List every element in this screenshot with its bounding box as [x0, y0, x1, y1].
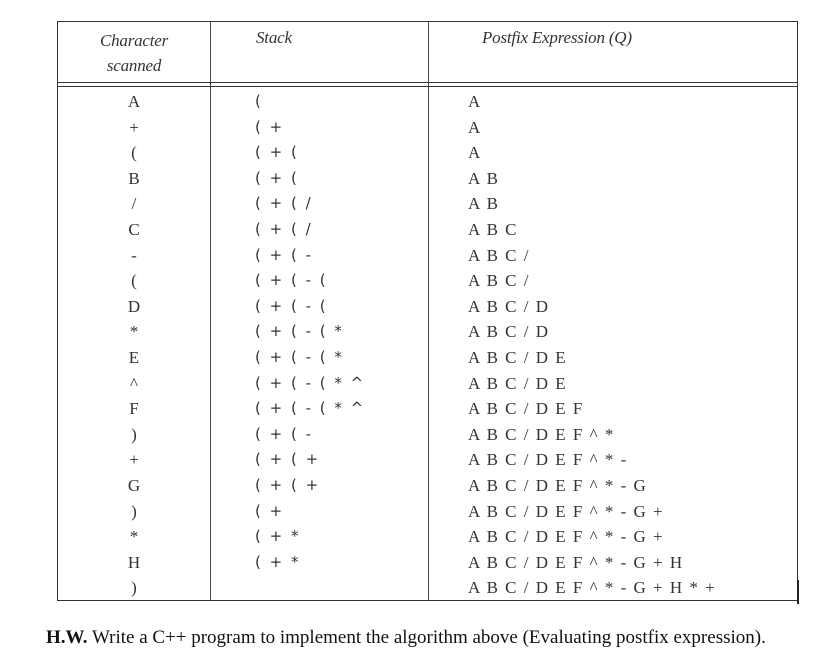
cell-stack: ( + ( -: [255, 245, 313, 264]
table-row: [58, 473, 797, 499]
cell-postfix: A: [468, 143, 482, 163]
cell-character: (: [131, 271, 137, 291]
cell-stack: ( + *: [255, 552, 301, 571]
cell-character: G: [127, 475, 141, 495]
cell-character: ^: [130, 373, 138, 393]
table-row: [58, 447, 797, 473]
cell-character: *: [129, 527, 139, 547]
cell-character: ): [131, 501, 137, 521]
cell-stack: ( + ( +: [255, 475, 321, 494]
cell-character: E: [128, 347, 140, 367]
header-stack: Stack: [256, 28, 292, 47]
cell-postfix: A B C / D E F ^ * - G +: [468, 527, 665, 547]
cell-postfix: A B C /: [468, 245, 530, 265]
table-row: [58, 89, 797, 115]
homework-text: Write a C++ program to implement the algorithm above (Evaluating postfix expression).: [87, 627, 766, 648]
table-row: [58, 115, 797, 141]
table-row: [58, 422, 797, 448]
cell-character: ): [131, 578, 137, 598]
table-row: [58, 319, 797, 345]
cell-postfix: A B C / D E F: [468, 399, 584, 419]
cell-postfix: A B C / D E F ^ * - G: [468, 475, 648, 495]
cell-postfix: A B C / D E: [468, 373, 568, 393]
cell-stack: ( + ( - ( * ^: [255, 373, 366, 392]
table-row: [58, 166, 797, 192]
cell-postfix: A B C / D E F ^ * -: [468, 450, 628, 470]
header-postfix: Postfix Expression (Q): [482, 28, 632, 47]
cell-stack: ( + ( - ( * ^: [255, 399, 366, 418]
table-row: [58, 575, 797, 601]
table-row: [58, 396, 797, 422]
cell-character: -: [131, 245, 137, 265]
table-row: [58, 191, 797, 217]
cell-stack: ( + ( - ( *: [255, 322, 344, 341]
cell-character: H: [127, 552, 141, 572]
cell-postfix: A B C /: [468, 271, 530, 291]
table-row: [58, 371, 797, 397]
cell-stack: ( +: [255, 117, 285, 136]
cell-stack: ( + (: [255, 143, 299, 162]
cell-postfix: A B C / D E F ^ * - G + H: [468, 552, 684, 572]
cell-stack: ( + ( /: [255, 219, 313, 238]
table-row: [58, 550, 797, 576]
table-body: [58, 89, 797, 601]
cell-postfix: A B C / D: [468, 322, 550, 342]
cell-character: +: [129, 450, 139, 470]
cell-stack: ( + ( -: [255, 424, 313, 443]
cell-character: +: [129, 117, 139, 137]
cell-character: (: [131, 143, 137, 163]
cell-character: D: [127, 296, 141, 316]
table-row: [58, 140, 797, 166]
table-row: [58, 524, 797, 550]
cell-stack: ( + ( /: [255, 194, 313, 213]
cell-postfix: A B C / D: [468, 296, 550, 316]
cell-stack: ( + (: [255, 168, 299, 187]
cell-postfix: A B C / D E F ^ * - G + H * +: [468, 578, 717, 598]
edge-mark: [797, 580, 799, 604]
cell-stack: ( + ( - (: [255, 271, 328, 290]
cell-postfix: A B C / D E F ^ *: [468, 424, 615, 444]
cell-postfix: A: [468, 92, 482, 111]
cell-stack: ( + ( - (: [255, 296, 328, 315]
cell-character: /: [131, 194, 137, 214]
cell-postfix: A: [468, 117, 482, 137]
cell-postfix: A B: [468, 194, 500, 214]
conversion-table: [57, 21, 798, 601]
header-char-line1: Character: [99, 31, 169, 50]
cell-postfix: A B C / D E: [468, 347, 568, 367]
header-character-scanned: [58, 28, 210, 78]
header-divider: [58, 86, 797, 87]
cell-character: F: [129, 399, 139, 419]
homework-label: H.W.: [46, 627, 88, 648]
table-row: [58, 243, 797, 269]
cell-stack: ( + *: [255, 527, 301, 546]
cell-stack: ( + ( +: [255, 450, 321, 469]
table-row: [58, 345, 797, 371]
header-char-line2: scanned: [106, 56, 162, 75]
cell-postfix: A B C: [468, 219, 519, 239]
cell-character: C: [128, 219, 140, 239]
table-row: [58, 268, 797, 294]
cell-character: A: [127, 92, 141, 111]
homework-note: [46, 627, 766, 649]
cell-character: *: [129, 322, 139, 342]
table-row: [58, 294, 797, 320]
cell-stack: ( + ( - ( *: [255, 347, 344, 366]
cell-character: B: [128, 168, 140, 188]
header-divider: [58, 82, 797, 83]
cell-postfix: A B: [468, 168, 500, 188]
table-row: [58, 217, 797, 243]
cell-stack: (: [255, 92, 263, 110]
cell-stack: ( +: [255, 501, 285, 520]
table-row: [58, 499, 797, 525]
cell-character: ): [131, 424, 137, 444]
cell-postfix: A B C / D E F ^ * - G +: [468, 501, 665, 521]
